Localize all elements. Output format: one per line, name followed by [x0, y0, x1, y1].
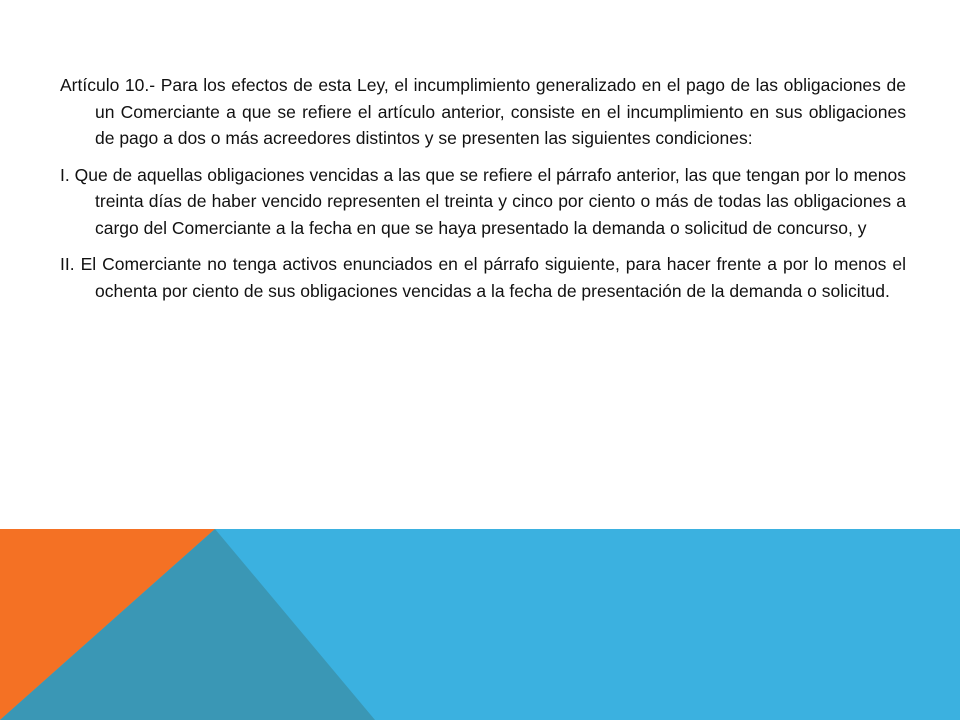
condition-ii-paragraph: II. El Comerciante no tenga activos enunciados en el párrafo siguiente, para hacer frente a por lo menos el ochenta por ciento de sus obligaciones vencidas a la fecha de presentación de la demanda o solicitud.	[60, 254, 906, 301]
article-text-block	[60, 72, 906, 314]
article-10-paragraph: Artículo 10.- Para los efectos de esta Ley, el incumplimiento generalizado en el pago de las obligaciones de un Comerciante a que se refiere el artículo anterior, consiste en el incumplimiento en sus obligaciones de pago a dos o más acreedores distintos y se presenten las siguientes condiciones:	[60, 75, 906, 148]
footer-decoration	[0, 529, 960, 720]
condition-i-paragraph: I. Que de aquellas obligaciones vencidas a las que se refiere el párrafo anterior, las que tengan por lo menos treinta días de haber vencido representen el treinta y cinco por ciento o más de todas las obligaciones a cargo del Comerciante a la fecha en que se haya presentado la demanda o solicitud de concurso, y	[60, 164, 906, 238]
